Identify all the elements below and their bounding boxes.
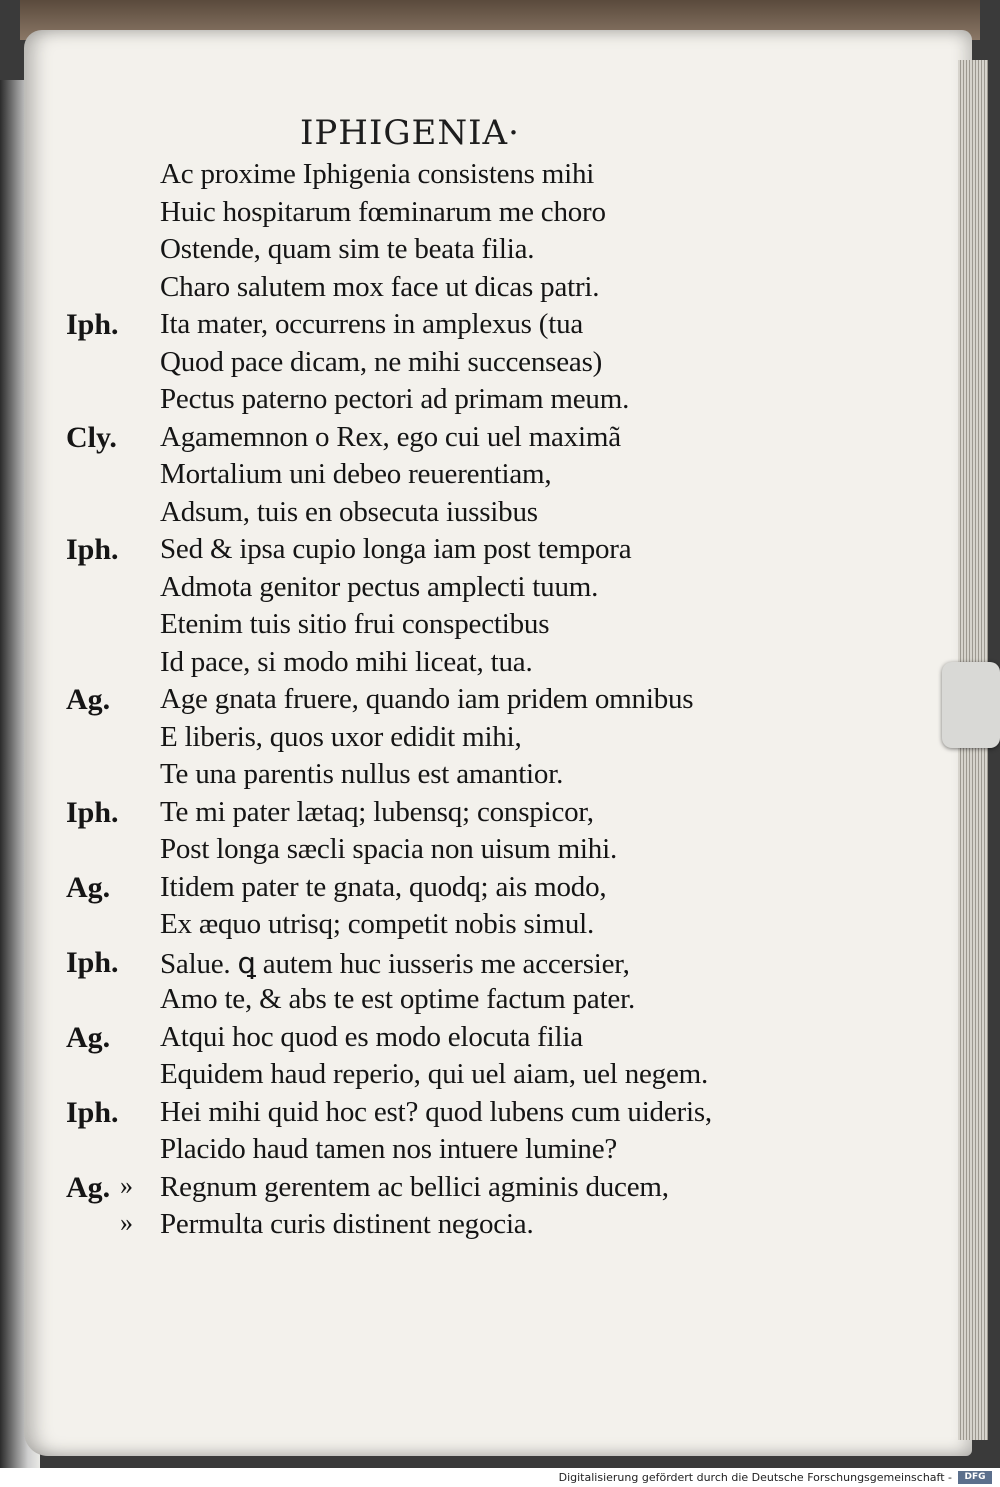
verse-text: Placido haud tamen nos intuere lumine? xyxy=(160,1133,618,1165)
running-head: IPHIGENIA· xyxy=(300,113,520,153)
verse-text: Age gnata fruere, quando iam pridem omnibus xyxy=(160,683,694,715)
verse-text: Id pace, si modo mihi liceat, tua. xyxy=(160,645,533,678)
speaker-label: Ag. xyxy=(66,1020,111,1054)
speaker-label: Ag. xyxy=(66,870,111,904)
verse-text: Agamemnon o Rex, ego cui uel maximã xyxy=(160,420,621,453)
speaker-label: Iph. xyxy=(66,308,119,341)
verse-text: Ostende, quam sim te beata filia. xyxy=(160,233,535,265)
verse-text: Huic hospitarum fœminarum me choro xyxy=(160,195,606,228)
verse-text: Post longa sæcli spacia non uisum mihi. xyxy=(160,833,617,865)
verse-text: Salue. ꝗ autem huc iusseris me accersier, xyxy=(160,947,630,980)
verse-text: Pectus paterno pectori ad primam meum. xyxy=(160,383,630,415)
verse-text: Atqui hoc quod es modo elocuta filia xyxy=(160,1020,583,1053)
speaker-label: Iph. xyxy=(66,1095,119,1129)
verse-text: Ac proxime Iphigenia consistens mihi xyxy=(160,158,595,190)
verse-text: Ex æquo utrisq; competit nobis simul. xyxy=(160,908,595,940)
speaker-label: Cly. xyxy=(66,420,117,454)
speaker-label: Ag. xyxy=(66,1170,111,1204)
page-fore-edge xyxy=(958,60,988,1440)
verse-text: Sed & ipsa cupio longa iam post tempora xyxy=(160,533,632,565)
verse-text: Adsum, tuis en obsecuta iussibus xyxy=(160,495,538,528)
verse-text: Amo te, & abs te est optime factum pater. xyxy=(160,983,636,1015)
verse-text: E liberis, quos uxor edidit mihi, xyxy=(160,720,522,753)
page-clip xyxy=(942,662,1000,748)
verse-text: Charo salutem mox face ut dicas patri. xyxy=(160,270,600,303)
dfg-logo: DFG xyxy=(958,1471,992,1484)
verse-text: Admota genitor pectus amplecti tuum. xyxy=(160,570,599,603)
verse-text: Regnum gerentem ac bellici agminis ducem, xyxy=(160,1170,669,1203)
verse-text: Te mi pater lætaq; lubensq; conspicor, xyxy=(160,795,594,828)
speaker-label: Iph. xyxy=(66,945,119,979)
speaker-label: Iph. xyxy=(66,795,119,829)
verse-text: Permulta curis distinent negocia. xyxy=(160,1208,534,1240)
verse-text: Quod pace dicam, ne mihi succenseas) xyxy=(160,345,603,378)
speaker-label: Iph. xyxy=(66,533,119,566)
verse-text: Hei mihi quid hoc est? quod lubens cum uideris, xyxy=(160,1095,712,1128)
speaker-label: Ag. xyxy=(66,683,111,716)
verse-text: Equidem haud reperio, qui uel aiam, uel negem. xyxy=(160,1058,709,1090)
verse-text: Etenim tuis sitio frui conspectibus xyxy=(160,608,550,640)
verse-text: Te una parentis nullus est amantior. xyxy=(160,758,564,790)
verse-text: Itidem pater te gnata, quodq; ais modo, xyxy=(160,870,607,903)
digitization-credit: Digitalisierung gefördert durch die Deutsche Forschungsgemeinschaft - xyxy=(558,1471,952,1484)
verse-text: Mortalium uni debeo reuerentiam, xyxy=(160,458,552,490)
sententia-mark: » xyxy=(120,1170,133,1200)
verse-text: Ita mater, occurrens in amplexus (tua xyxy=(160,308,584,340)
sententia-mark: » xyxy=(120,1208,133,1237)
